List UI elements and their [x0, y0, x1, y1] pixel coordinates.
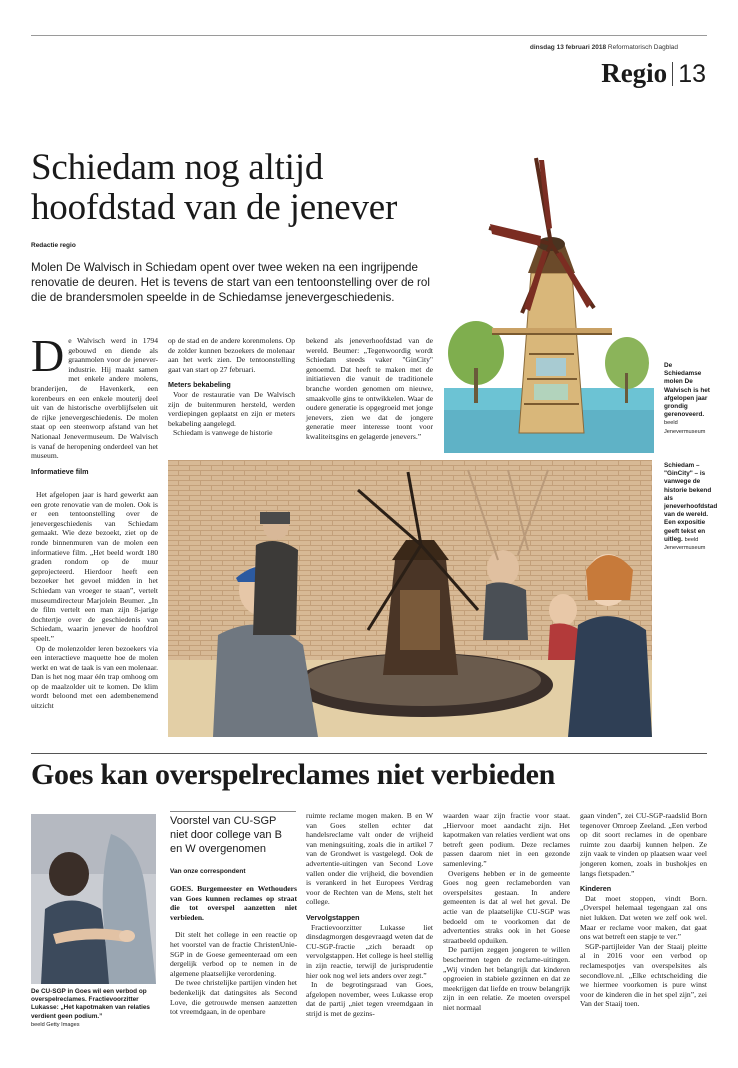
paragraph: Overigens hebben er in de gemeente Goes nog geen reclameborden van overspelsites gestaan. In andere gemeenten is dat al wel het geval. De actie van de plaatselijke CU-SGP was bedoeld om te voorkomen dat de advertenties straks ook in het Goese straatbeeld opduiken.	[443, 868, 570, 945]
section-separator	[672, 62, 673, 86]
paragraph: Het afgelopen jaar is hard gewerkt aan een grote renovatie van de molen. Ook is er een tentoonstelling over de jenevergeschiedenis van Schiedam gemaakt. Wie deze bezoekt, ziet op de ronde binnenmuren van de molen een informatieve film. „Het beeld wordt 180 graden rondom op de muur geprojecteerd. Hierdoor heeft een bezoeker het gevoel midden in het Schiedam van vroeger te staan”, vertelt museumdirecteur Marjolein Beumer. „In de film vertelt een man zijn 8-jarige dochtertje over de geschiedenis van Schiedam, waarin jenever de hoofdrol speelt.”	[31, 490, 158, 643]
article2-column-3	[443, 811, 570, 1012]
article2-column-4	[580, 811, 707, 1009]
paragraph: e Walvisch werd in 1794 gebouwd en diende als graanmolen voor de jenever-industrie. Hij maakt samen met enkele andere molens, branderijen, de Havenkerk, een korenbeurs en een enkele mouterij deel uit van de historische overblijfselen uit de rijke jenevergeschiedenis. De molen staat op een steenworp afstand van het Nationaal Jenevermuseum. De Walvisch is vanaf de heropening onderdeel van het museum.	[31, 336, 158, 461]
paragraph: Op de molenzolder leren bezoekers via een interactieve maquette hoe de molen werkt en wat de taak is van een molenaar. Dan is het nog maar één trap omhoog om op de maalzolder uit te komen. De klim wordt beloond met een adembenemend uitzicht	[31, 643, 158, 711]
section-name: Regio	[601, 58, 668, 88]
subheading: Meters bekabeling	[168, 380, 231, 390]
paragraph: Dat moet stoppen, vindt Born. „Overspel helemaal tegengaan zal ons niet lukken. Dat weten we zelf ook wel. Maar er reclame voor maken, dat gaat ons wat betreft een stapje te ver.”	[580, 893, 707, 942]
paragraph: bekend als jeneverhoofdstad van de wereld. Beumer: „Tegenwoordig wordt Schiedam steeds vaker "GinCity" genoemd. Dat heeft te maken met de initiatieven die vanuit de traditionele branche worden genomen om nieuwe, smaakvolle gins te ontwikkelen. Waar de oudere generatie is opgegroeid met jonge jenevers, zien we dat de jongere generatie meer interesse toont voor kwaliteitsgins en gelagerde jenevers.”	[306, 336, 433, 441]
paragraph: ruimte reclame mogen maken. B en W van Goes stellen echter dat handelsreclame valt onder de vrijheid van meningsuiting, zoals die in artikel 7 van de Grondwet is vastgelegd. Ook de advertentie-uitingen van Second Love vallen onder die vrijheid, die bovendien is verankerd in het Europees Verdrag voor de Rechten van de Mens, stelt het college.	[306, 811, 433, 907]
subheading: Vervolgstappen	[306, 912, 360, 922]
article1-column-1-continued	[31, 490, 158, 711]
section-header	[601, 58, 706, 89]
subheading: Kinderen	[580, 884, 612, 894]
issue-date: dinsdag 13 februari 2018	[529, 44, 607, 51]
paragraph: Schiedam is vanwege de historie	[173, 428, 273, 438]
paragraph: Dit stelt het college in een reactie op het voorstel van de fractie ChristenUnie-SGP in de Goese gemeenteraad om een dergelijk verbod op te nemen in de algemene plaatselijke verordening.	[170, 930, 297, 978]
article2-column-2	[306, 811, 433, 1018]
paragraph: De twee christelijke partijen vinden het bedenkelijk dat datingsites als Second Love, die getrouwde mensen aanzetten tot vreemdgaan, in de openbare	[170, 978, 297, 1017]
article-divider	[31, 753, 707, 754]
lead-paragraph: GOES. Burgemeester en Wethouders van Goes kunnen reclames op straat die tot overspel aanzetten niet verbieden.	[170, 884, 297, 922]
paragraph: waarden waar zijn fractie voor staat. „Hiervoor moet aandacht zijn. Het kapotmaken van relaties verdient wat ons betreft geen podium. Deze reclames passen daarom niet in een gezonde samenleving.”	[443, 811, 570, 868]
article2-deck: Voorstel van CU-SGP niet door college van B en W overgenomen	[170, 815, 282, 855]
article1-byline: Redactie regio	[31, 242, 76, 249]
article2-column-1	[170, 884, 297, 1017]
article1-column-1	[31, 330, 158, 476]
caption-text: De CU-SGP in Goes wil een verbod op overspelreclames. Fractievoorzitter Lukasse: „Het kapotmaken van relaties verdient geen podium.”	[31, 988, 150, 1020]
paragraph: op de stad en de andere korenmolens. Op de zolder kunnen bezoekers de molenaar aan het werk zien. De tentoonstelling gaat van start op 27 februari.	[168, 336, 295, 374]
article1-caption-2	[664, 462, 718, 552]
subheading: Informatieve film	[31, 466, 89, 476]
article2-author: Van onze correspondent	[170, 868, 246, 875]
page-number: 13	[678, 60, 706, 88]
article1-headline	[31, 148, 451, 228]
caption-1-credit: beeld Jenevermuseum	[664, 420, 706, 435]
caption-1-text: De Schiedamse molen De Walvisch is het afgelopen jaar grondig gerenoveerd.	[664, 362, 710, 419]
paragraph: De partijen zeggen jongeren te willen beschermen tegen de reclame-uitingen. „Wij vinden het belangrijk dat kinderen opgroeien in stabiele gezinnen en dat ze meekrijgen dat liefde en trouw belangrijk zijn in een relatie. Ze moeten overspel niet normaal	[443, 945, 570, 1012]
masthead	[530, 44, 678, 51]
paragraph: In de begrotingsraad van Goes, afgelopen november, wees Lukasse erop dat de partij „niet tegen vreemdgaan in strijd is met de gezins-	[306, 980, 433, 1018]
museum-maquette-photo	[168, 460, 652, 737]
deck-rule	[170, 811, 296, 812]
dropcap: D	[31, 330, 65, 381]
paragraph: gaan vinden”, zei CU-SGP-raadslid Born tegenover Omroep Zeeland. „Een verbod op dit soort reclames in de openbare ruimte zou daarbij kunnen helpen. Ze zijn vaak te vinden op plaatsen waar veel jongeren komen, zoals in bushokjes en langs fietspaden.”	[580, 811, 707, 878]
caption-credit: beeld Getty Images	[31, 1021, 80, 1028]
paragraph: Voor de restauratie van De Walvisch zijn de buitenmuren hersteld, werden verdiepingen geplaatst en zijn er meters bekabeling aangelegd.	[168, 389, 295, 428]
paper-name: Reformatorisch Dagblad	[607, 44, 678, 51]
caption-2-text: Schiedam – "GinCity" – is vanwege de historie bekend als jeneverhoofdstad van de wereld. Een expositie geeft tekst en uitleg.	[664, 462, 718, 543]
article2-headline: Goes kan overspelreclames niet verbieden	[31, 758, 556, 791]
headline-line-1: Schiedam nog altijd	[31, 147, 324, 188]
article1-column-3	[306, 336, 433, 442]
article1-caption-1	[664, 362, 710, 436]
article2-caption	[31, 988, 159, 1029]
couple-photo	[31, 814, 156, 984]
article1-intro: Molen De Walvisch in Schiedam opent over twee weken na een ingrijpende renovatie de deuren. Het is tevens de start van een tentoonstelling over de rol die de brandersmolen speelde in de Schiedamse jenevergeschiedenis.	[31, 261, 430, 305]
top-rule	[31, 35, 707, 36]
paragraph: SGP-partijleider Van der Staaij pleitte al in 2016 voor een verbod op reclamespotjes van overspelsites als secondlove.nl. „Elke echtscheiding die we hiermee voorkomen is pure winst voor de kinderen die in het spel zijn”, zei Van der Staaij toen.	[580, 941, 707, 1009]
article1-column-2	[168, 336, 295, 438]
headline-line-2: hoofdstad van de jenever	[31, 187, 398, 228]
caption-2-credit: beeld Jenevermuseum	[664, 536, 706, 552]
paragraph: Fractievoorzitter Lukasse liet dinsdagmorgen desgevraagd weten dat de CU-SGP-fractie „zich beraadt op vervolgstappen. Het college is heel stellig in zijn reactie, terwijl de jurisprudentie hier ook nog wel iets anders over zegt.”	[306, 922, 433, 980]
windmill-illustration	[444, 148, 654, 453]
